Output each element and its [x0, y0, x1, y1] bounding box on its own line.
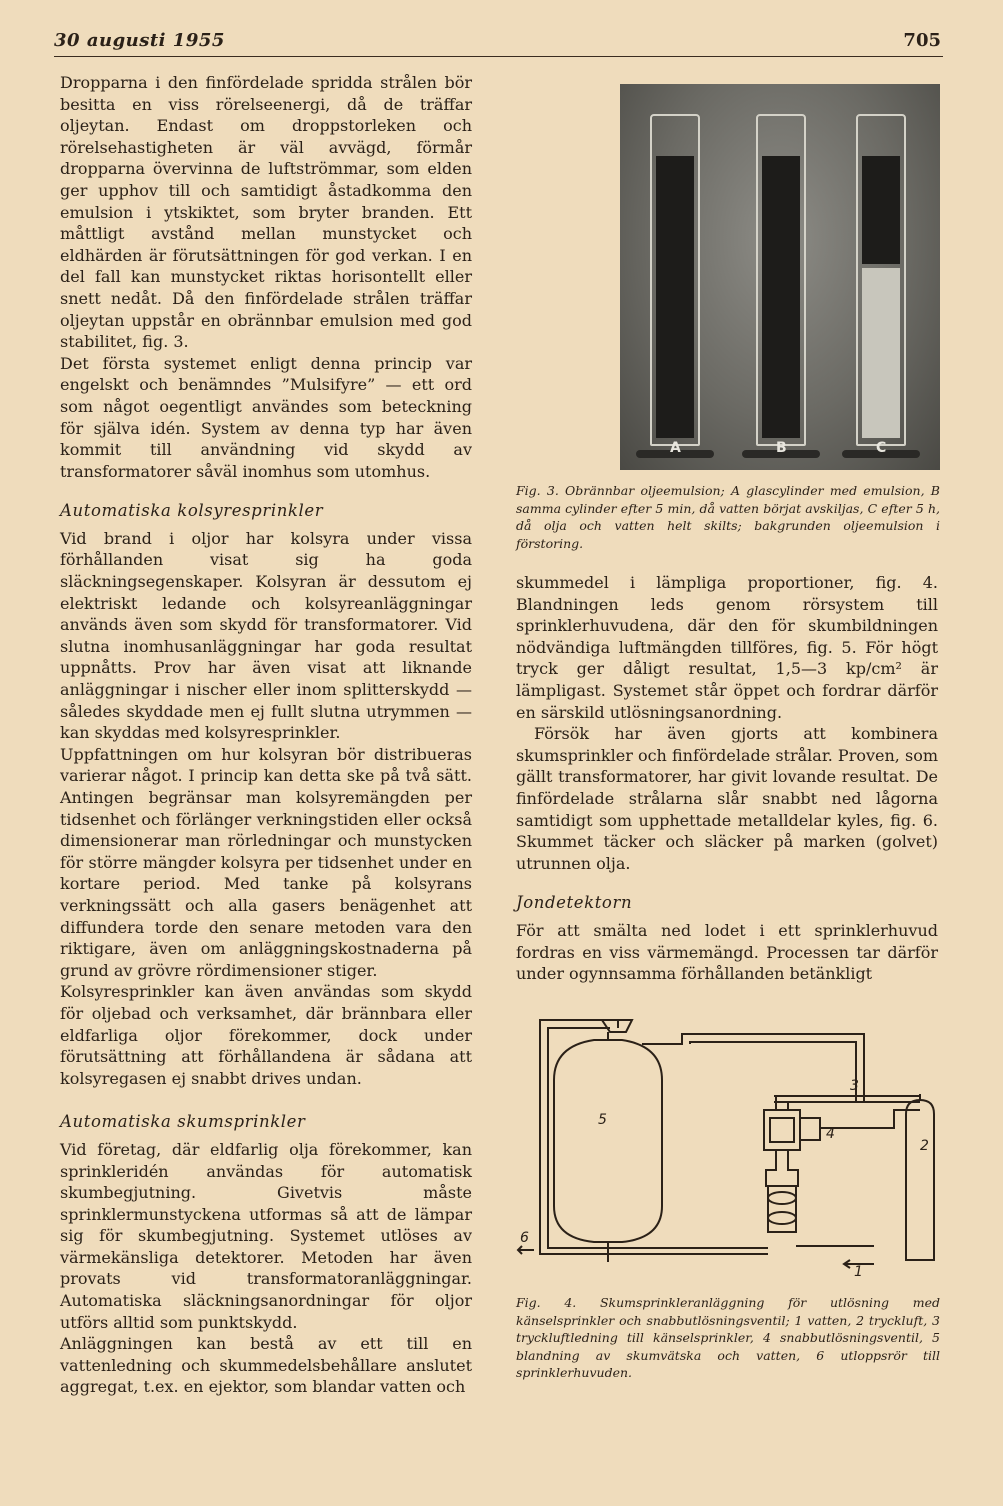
paragraph: För att smälta ned lodet i ett sprinklerhuvud fordras en viss värmemängd. Processen tar därför under ogynnsamma förhållanden betänkligt [516, 920, 938, 984]
paragraph: Uppfattningen om hur kolsyran bör distribueras varierar något. I princip kan detta ske på två sätt. Antingen begränsar man kolsyremängden per tidsenhet och förlänger verkningstiden eller också dimensionerar man rörledningar och munstycken för större mängder kolsyra per tidsenhet under en kortare period. Med tanke på kolsyrans verkningssätt och alla gasers benägenhet att diffundera torde den senare metoden vara den riktigare, även om anläggningskostnaderna på grund av grövre rördimensioner stiger. [60, 744, 472, 980]
diagram-label: 2 [920, 1138, 929, 1154]
paragraph: Vid brand i oljor har kolsyra under vissa förhållanden visat sig ha goda släckningsegenskaper. Kolsyran är dessutom ej elektriskt ledande och kolsyreanläggningar används även som skydd för transformatorer. Vid slutna inomhusanläggningar har goda resultat uppnåtts. Prov har även visat att liknande anläggningar i nischer eller inom splitterskydd — således skyddade men ej fullt slutna utrymmen — kan skyddas med kolsyresprinkler. [60, 528, 472, 743]
header-date: 30 augusti 1955 [54, 30, 225, 51]
cylinder-c [856, 114, 906, 446]
photo-label: B [776, 440, 787, 456]
cylinder-a [650, 114, 700, 446]
diagram-label: 4 [826, 1126, 835, 1142]
section-heading: Automatiska kolsyresprinkler [60, 501, 324, 521]
section-heading: Automatiska skumsprinkler [60, 1112, 306, 1132]
section-heading: Jondetektorn [516, 893, 633, 913]
right-column [516, 572, 938, 985]
cylinder-b [756, 114, 806, 446]
paragraph: Försök har även gjorts att kombinera skumsprinkler och finfördelade strålar. Proven, som gällt transformatorer, har givit lovande resultat. De finfördelade strålarna slår snabbt ned lågorna samtidigt som upphettade metalldelar kyles, fig. 6. Skummet täcker och släcker på marken (golvet) utrunnen olja. [516, 724, 938, 873]
diagram-label: 6 [520, 1230, 529, 1246]
paragraph: skummedel i lämpliga proportioner, fig. 4. Blandningen leds genom rörsystem till sprinklerhuvudena, där den för skumbildningen nödvändiga luftmängden tillföres, fig. 5. För högt tryck ger dåligt resultat, 1,5—3 kp/cm² är lämpligast. Systemet står öppet och fordrar därför en särskild utlösningsanordning. [516, 573, 938, 722]
paragraph: Vid företag, där eldfarlig olja förekommer, kan sprinkleridén användas för automatisk skumbegjutning. Givetvis måste sprinklermunstyckena utformas så att de lämpar sig för skumbegjutning. Systemet utlöses av värmekänsliga detektorer. Metoden har även provats vid transformatoranläggningar. Automatiska släckningsanordningar för oljor utförs alltid som punktskydd. [60, 1139, 472, 1332]
left-column [60, 72, 472, 1398]
header-rule [54, 56, 943, 57]
diagram-label: 3 [850, 1078, 859, 1094]
diagram-label: 1 [854, 1264, 863, 1280]
photo-label: C [876, 440, 887, 456]
figure-3-caption: Fig. 3. Obrännbar oljeemulsion; A glascylinder med emulsion, B samma cylinder efter 5 min, då vatten börjat avskiljas, C efter 5 h, då olja och vatten helt skilts; bakgrunden oljeemulsion i förstoring. [516, 483, 940, 551]
diagram-label: 5 [598, 1112, 607, 1128]
photo-label: A [670, 440, 681, 456]
paragraph: Kolsyresprinkler kan även användas som skydd för oljebad och verksamhet, där brännbara eller eldfarliga oljor förekommer, dock under förutsättning att förhållandena är sådana att kolsyregasen ej snabbt drives undan. [60, 982, 472, 1088]
paragraph: Det första systemet enligt denna princip var engelskt och benämndes ”Mulsifyre” — ett ord som något oegentligt användes som beteckning för själva idén. System av denna typ har även kommit till användning vid skydd av transformatorer såväl inomhus som utomhus. [60, 353, 472, 481]
page-number: 705 [903, 30, 941, 51]
figure-3-photo [620, 84, 940, 470]
paragraph: Dropparna i den finfördelade spridda strålen bör besitta en viss rörelseenergi, då de träffar oljeytan. Endast om droppstorleken och rörelsehastigheten är väl avvägd, förmår dropparna övervinna de luftströmmar, som elden ger upphov till och samtidigt åstadkomma den emulsion i ytskiktet, som bryter branden. Ett måttligt avstånd mellan munstycket och eldhärden är förutsättningen för god verkan. I en del fall kan munstycket riktas horisontellt eller snett nedåt. Då den finfördelade strålen träffar oljeytan uppstår en obrännbar emulsion med god stabilitet, fig. 3. [60, 73, 472, 352]
paragraph: Anläggningen kan bestå av ett till en vattenledning och skummedelsbehållare anslutet aggregat, t.ex. en ejektor, som blandar vatten och [60, 1334, 472, 1397]
figure-4-caption: Fig. 4. Skumsprinkleranläggning för utlösning med känselsprinkler och snabbutlösningsventil; 1 vatten, 2 tryckluft, 3 tryckluftledning till känselsprinkler, 4 snabbutlösningsventil, 5 blandning av skumvätska och vatten, 6 utloppsrör till sprinklerhuvuden. [516, 1295, 940, 1380]
figure-4-diagram [514, 1010, 944, 1282]
